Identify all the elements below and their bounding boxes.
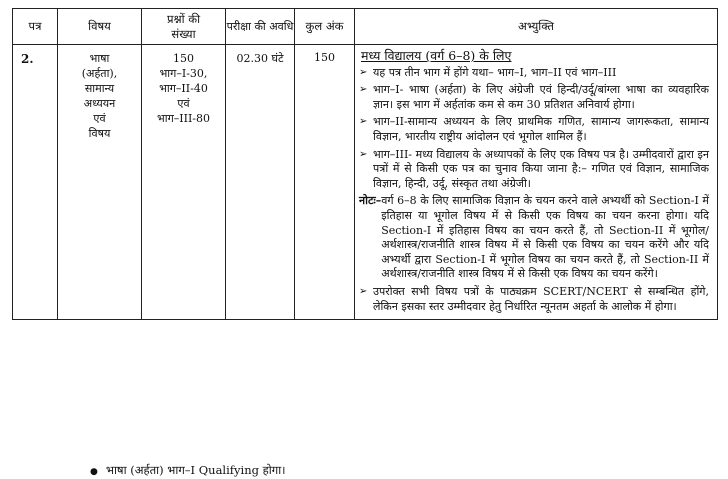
header-total-marks: कुल अंक	[295, 9, 355, 45]
header-subject: विषय	[58, 9, 142, 45]
note-text: वर्ग 6–8 के लिए सामाजिक विज्ञान के चयन करने वाले अभ्यर्थी को Section-I में इतिहास या भूगोल विषय में से किसी एक विषय का चयन करना होगा। यदि Section-I में इतिहास विषय का चयन करते हैं, तो Section-II में भूगोल/ अर्थशास्त्र/राजनीति शास्त्र विषय में से किसी एक विषय का चयन करेंगे और यदि अभ्यर्थी द्वारा Section-I में भूगोल विषय का चयन करते हैं, तो Section-II में अर्थशास्त्र/राजनीति शास्त्र विषय में से किसी एक विषय का चयन करेंगे।	[381, 194, 709, 281]
remarks-bullet-text: भाग–II-सामान्य अध्ययन के लिए प्राथमिक गणित, सामान्य जागरूकता, सामान्य विज्ञान, भारतीय राष्ट्रीय आंदोलन एवं भूगोल शामिल हैं।	[373, 115, 709, 143]
remarks-heading: मध्य विद्यालय (वर्ग 6–8) के लिए	[361, 48, 512, 63]
questions-line: एवं	[177, 97, 190, 110]
cell-remarks	[355, 45, 718, 320]
arrow-bullet-icon: ➢	[359, 148, 368, 160]
footer-bullet	[90, 463, 286, 479]
cell-subject	[58, 45, 142, 320]
subject-line: विषय	[88, 127, 111, 140]
remarks-final-bullet-text: उपरोक्त सभी विषय पत्रों के पाठ्यक्रम SCERT/NCERT से सम्बन्धित होंगे, लेकिन इसका स्तर उम्मीदवार हेतु निर्धारित न्यूनतम अहर्ता के आलोक में होगा।	[373, 284, 709, 313]
note-label: नोटः–	[359, 194, 382, 208]
questions-line: भाग–I-30,	[159, 67, 208, 80]
subject-line: (अर्हता),	[81, 67, 118, 80]
remarks-bullet	[359, 285, 709, 314]
table-header-row	[13, 9, 718, 45]
remarks-note	[359, 194, 709, 282]
questions-line: भाग–II-40	[159, 82, 208, 95]
header-questions-line-1: प्रश्नों की	[166, 11, 201, 26]
questions-line: भाग–III-80	[156, 112, 211, 125]
arrow-bullet-icon: ➢	[359, 66, 368, 78]
table-row	[13, 45, 718, 320]
header-duration: परीक्षा की अवधि	[226, 9, 295, 45]
arrow-bullet-icon: ➢	[359, 285, 368, 297]
cell-questions	[142, 45, 226, 320]
subject-line: भाषा	[89, 52, 110, 65]
remarks-bullet	[359, 115, 709, 144]
header-questions-line-2: संख्या	[171, 26, 196, 41]
cell-paper: 2.	[13, 45, 58, 320]
footer-bullet-text: भाषा (अर्हता) भाग–I Qualifying होगा।	[105, 463, 286, 477]
arrow-bullet-icon: ➢	[359, 116, 368, 128]
remarks-bullet-text: यह पत्र तीन भाग में होंगे यथा– भाग–I, भाग–II एवं भाग–III	[373, 65, 617, 79]
remarks-bullet	[359, 148, 709, 192]
remarks-bullet-text: भाग–I- भाषा (अर्हता) के लिए अंग्रेजी एवं हिन्दी/उर्दू/बांग्ला भाषा का व्यवहारिक ज्ञान। इस भाग में अर्हतांक कम से कम 30 प्रतिशत अनिवार्य होगा।	[373, 83, 709, 111]
remarks-bullet	[359, 66, 709, 81]
header-questions	[142, 9, 226, 45]
subject-line: एवं	[93, 112, 106, 125]
arrow-bullet-icon: ➢	[359, 84, 368, 96]
header-remarks: अभ्युक्ति	[355, 9, 718, 45]
cell-total-marks: 150	[295, 45, 355, 320]
subject-line: अध्ययन	[83, 97, 116, 110]
remarks-bullet-text: भाग–III- मध्य विद्यालय के अध्यापकों के लिए एक विषय पत्र है। उम्मीदवारों द्वारा इन पत्रों में से किसी एक पत्र का चुनाव किया जाना है:– गणित एवं विज्ञान, सामाजिक विज्ञान, हिन्दी, उर्दू, संस्कृत तथा अंग्रेजी।	[373, 147, 709, 190]
remarks-bullet	[359, 83, 709, 112]
header-paper: पत्र	[13, 9, 58, 45]
exam-scheme-table	[12, 8, 718, 320]
questions-line: 150	[173, 52, 194, 65]
cell-duration: 02.30 घंटे	[226, 45, 295, 320]
subject-line: सामान्य	[84, 82, 115, 95]
bullet-dot-icon: ●	[90, 467, 98, 477]
